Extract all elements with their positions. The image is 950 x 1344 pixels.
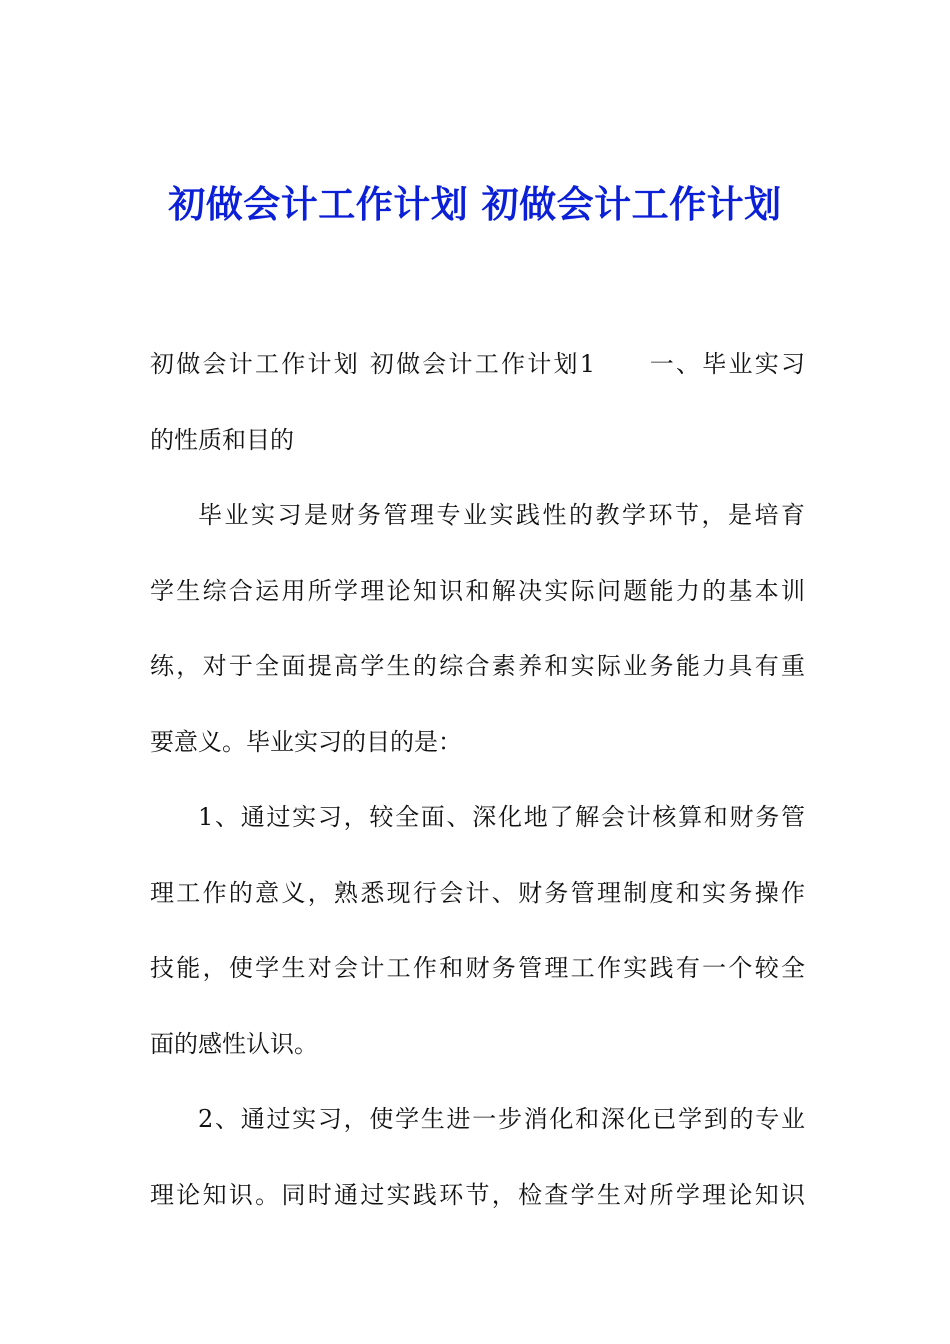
body-line-7: 1、通过实习，较全面、深化地了解会计核算和财务管 bbox=[198, 803, 805, 831]
document-title: 初做会计工作计划 初做会计工作计划 bbox=[168, 182, 782, 226]
body-line-11: 2、通过实习，使学生进一步消化和深化已学到的专业 bbox=[198, 1105, 805, 1133]
body-line-6: 要意义。毕业实习的目的是： bbox=[150, 727, 462, 756]
body-line-4: 学生综合运用所学理论知识和解决实际问题能力的基本训 bbox=[150, 576, 805, 605]
body-line-3: 毕业实习是财务管理专业实践性的教学环节，是培育 bbox=[198, 501, 805, 529]
document-body bbox=[150, 327, 805, 1233]
body-line-8: 理工作的意义，熟悉现行会计、财务管理制度和实务操作 bbox=[150, 878, 805, 907]
body-line-9: 技能，使学生对会计工作和财务管理工作实践有一个较全 bbox=[150, 954, 805, 982]
body-line-5: 练，对于全面提高学生的综合素养和实际业务能力具有重 bbox=[150, 652, 805, 680]
body-line-1: 初做会计工作计划 初做会计工作计划1 一、毕业实习 bbox=[150, 350, 805, 378]
body-line-12: 理论知识。同时通过实践环节，检查学生对所学理论知识 bbox=[150, 1180, 805, 1209]
body-line-10: 面的感性认识。 bbox=[150, 1029, 318, 1058]
body-line-2: 的性质和目的 bbox=[150, 425, 294, 454]
